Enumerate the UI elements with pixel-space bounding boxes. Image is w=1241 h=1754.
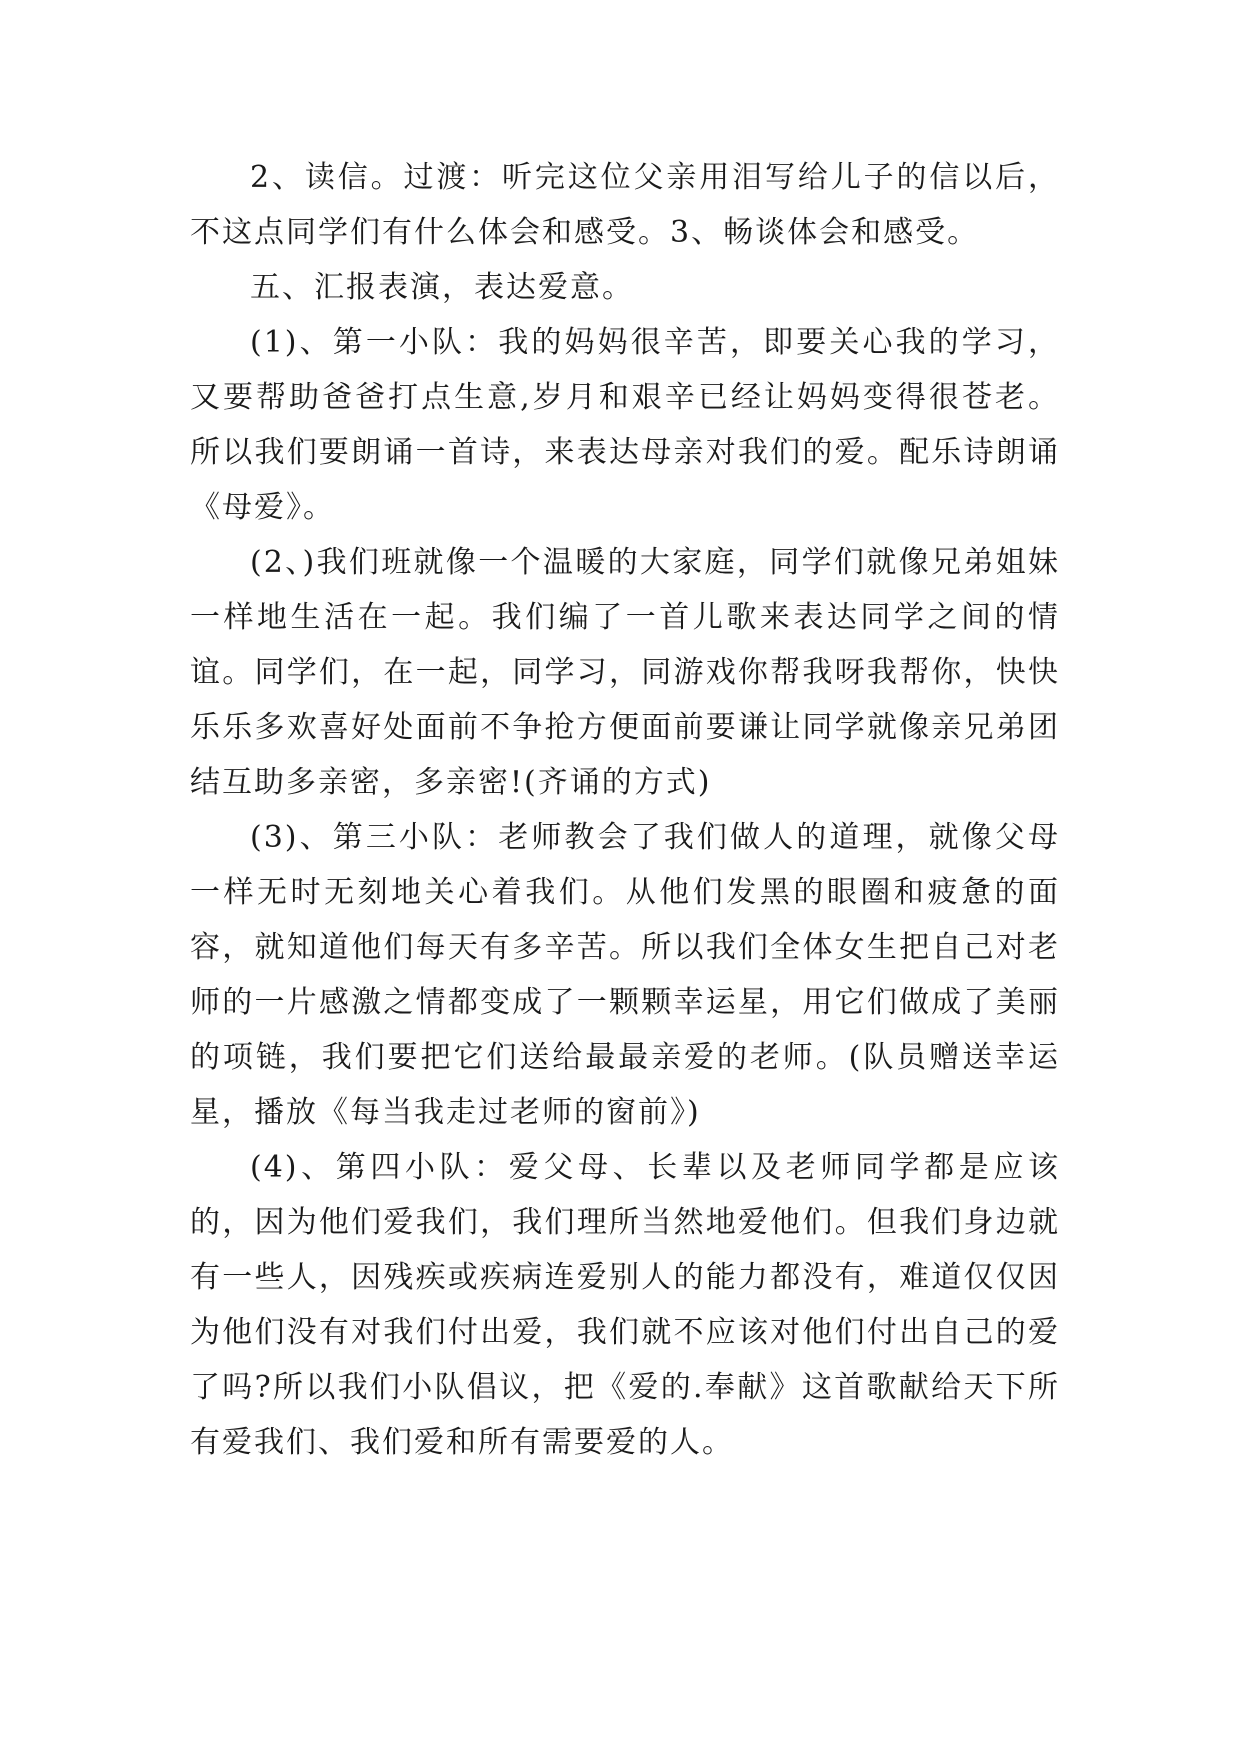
document-page [190, 150, 1060, 1470]
paragraph-reading-letter: 2、读信。过渡：听完这位父亲用泪写给儿子的信以后，不这点同学们有什么体会和感受。3、畅谈体会和感受。 [190, 160, 1060, 250]
paragraph-section-five-heading: 五、汇报表演，表达爱意。 [250, 270, 634, 305]
paragraph-team-four: (4)、第四小队：爱父母、长辈以及老师同学都是应该的，因为他们爱我们，我们理所当然地爱他们。但我们身边就有一些人，因残疾或疾病连爱别人的能力都没有，难道仅仅因为他们没有对我们付出爱，我们就不应该对他们付出自己的爱了吗?所以我们小队倡议，把《爱的.奉献》这首歌献给天下所有爱我们、我们爱和所有需要爱的人。 [190, 1150, 1060, 1460]
paragraph-team-two: (2、)我们班就像一个温暖的大家庭，同学们就像兄弟姐妹一样地生活在一起。我们编了一首儿歌来表达同学之间的情谊。同学们，在一起，同学习，同游戏你帮我呀我帮你，快快乐乐多欢喜好处面前不争抢方便面前要谦让同学就像亲兄弟团结互助多亲密，多亲密!(齐诵的方式) [190, 545, 1060, 800]
paragraph-team-one: (1)、第一小队：我的妈妈很辛苦，即要关心我的学习，又要帮助爸爸打点生意,岁月和艰辛已经让妈妈变得很苍老。所以我们要朗诵一首诗，来表达母亲对我们的爱。配乐诗朗诵《母爱》。 [190, 325, 1060, 525]
paragraph-team-three: (3)、第三小队：老师教会了我们做人的道理，就像父母一样无时无刻地关心着我们。从他们发黑的眼圈和疲惫的面容，就知道他们每天有多辛苦。所以我们全体女生把自己对老师的一片感激之情都变成了一颗颗幸运星，用它们做成了美丽的项链，我们要把它们送给最最亲爱的老师。(队员赠送幸运星，播放《每当我走过老师的窗前》) [190, 820, 1060, 1130]
